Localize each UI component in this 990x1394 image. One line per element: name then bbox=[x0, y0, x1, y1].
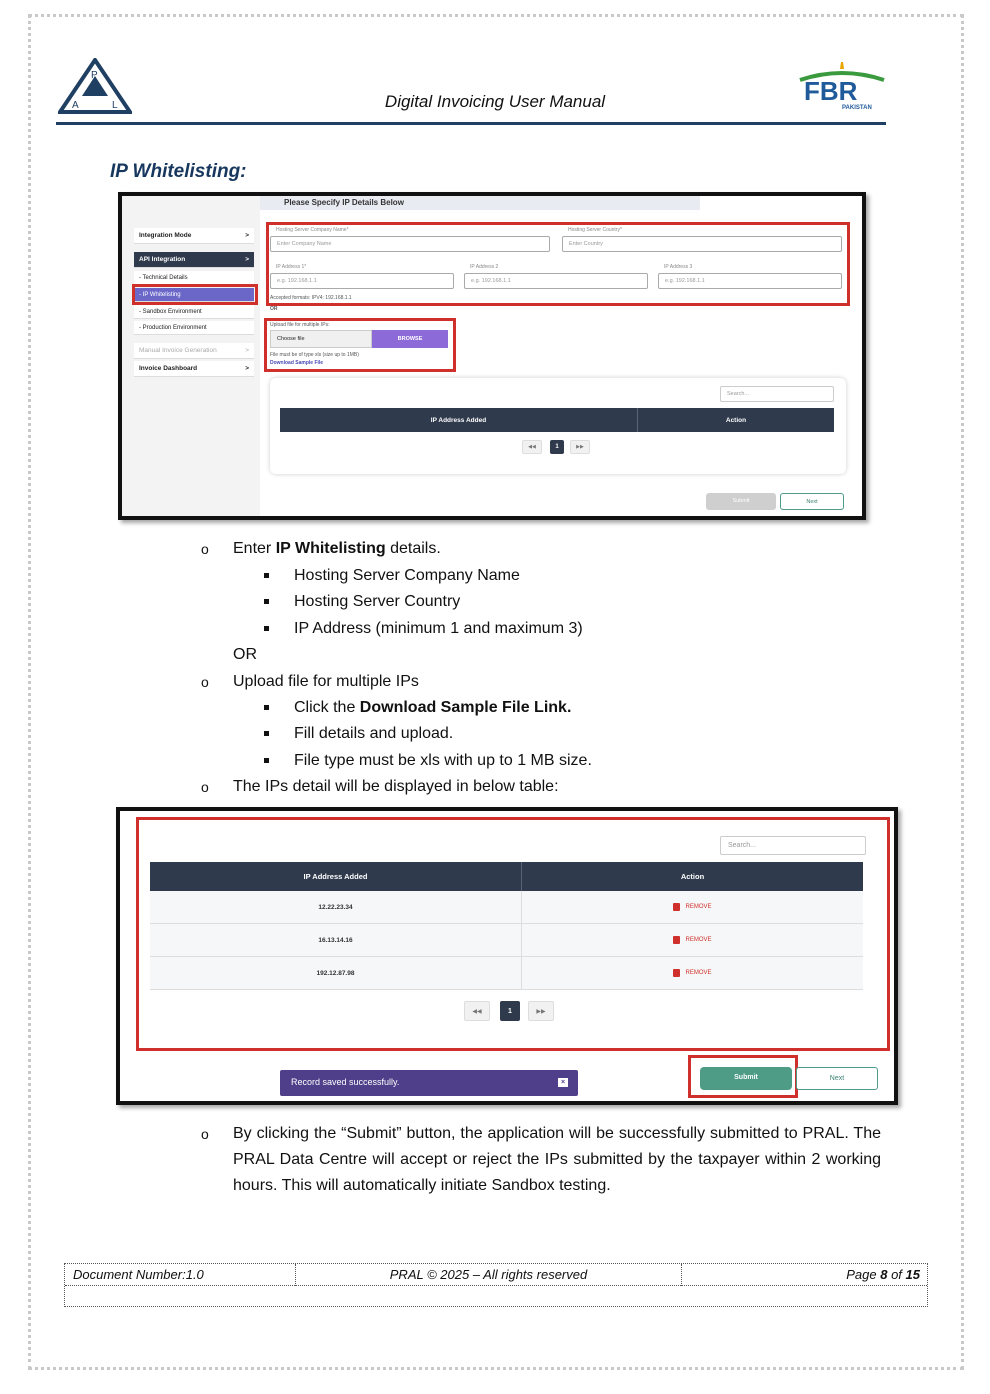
fbr-logo bbox=[792, 60, 892, 112]
footer-copyright: PRAL © 2025 – All rights reserved bbox=[296, 1264, 682, 1286]
sidebar-item-invoice-dashboard[interactable]: Invoice Dashboard > bbox=[134, 361, 254, 377]
submit-button[interactable]: Submit bbox=[700, 1067, 792, 1090]
bullet-square-icon bbox=[264, 758, 269, 763]
pager-next-button[interactable]: ▶▶ bbox=[570, 440, 590, 454]
trash-icon bbox=[673, 936, 680, 944]
pager-page-1[interactable]: 1 bbox=[550, 440, 564, 454]
ip3-input[interactable]: e.g. 192.168.1.1 bbox=[658, 273, 842, 289]
or-separator: OR bbox=[270, 306, 278, 312]
bullet-square-icon bbox=[264, 705, 269, 710]
screenshot-ip-whitelisting-form bbox=[118, 192, 866, 520]
toast-record-saved bbox=[280, 1070, 578, 1096]
download-sample-file-link[interactable]: Download Sample File bbox=[270, 360, 324, 366]
sub-bullet-fill-upload: Fill details and upload. bbox=[294, 725, 454, 742]
sidebar-item-manual-invoice-generation[interactable]: Manual Invoice Generation > bbox=[134, 343, 254, 359]
next-button[interactable]: Next bbox=[796, 1067, 878, 1090]
search-input[interactable]: Search... bbox=[720, 386, 834, 402]
sub-bullet-country: Hosting Server Country bbox=[294, 593, 461, 610]
ip-table-header bbox=[150, 862, 863, 891]
remove-button[interactable]: REMOVE bbox=[522, 957, 863, 989]
bullet-enter-details: Enter IP Whitelisting details. bbox=[233, 540, 441, 557]
table-row bbox=[150, 957, 863, 990]
ip2-label: IP Address 2 bbox=[470, 264, 499, 270]
pral-logo-letter-l: L bbox=[112, 100, 118, 111]
fbr-logo-subtext: PAKISTAN bbox=[842, 105, 872, 111]
bullet-ip-table: The IPs detail will be displayed in below table: bbox=[233, 778, 559, 795]
fbr-logo-text: FBR bbox=[804, 76, 858, 106]
bullet-square-icon bbox=[264, 573, 269, 578]
ip2-input[interactable]: e.g. 192.168.1.1 bbox=[464, 273, 648, 289]
header-rule bbox=[56, 122, 886, 125]
footer-row bbox=[65, 1264, 927, 1286]
pager-prev-button[interactable]: ◀◀ bbox=[464, 1001, 490, 1021]
column-header-ip: IP Address Added bbox=[150, 862, 522, 891]
pager-page-1[interactable]: 1 bbox=[500, 1001, 520, 1021]
or-text: OR bbox=[233, 646, 257, 663]
remove-button[interactable]: REMOVE bbox=[522, 924, 863, 956]
company-name-input[interactable]: Enter Company Name bbox=[270, 236, 550, 252]
toast-message: Record saved successfully. bbox=[291, 1077, 400, 1087]
close-icon[interactable]: × bbox=[558, 1078, 568, 1087]
sidebar-item-technical-details[interactable]: - Technical Details bbox=[134, 271, 254, 285]
company-name-label: Hosting Server Company Name* bbox=[276, 227, 349, 233]
ip1-label: IP Address 1* bbox=[276, 264, 307, 270]
column-header-action: Action bbox=[725, 416, 747, 424]
submit-paragraph: By clicking the “Submit” button, the application will be successfully submitted to PRAL. The PRAL Data Centre will accept or reject the IPs submitted by the taxpayer within 2 working hours. This will automatically initiate Sandbox testing. bbox=[233, 1125, 881, 1194]
footer-document-number: Document Number:1.0 bbox=[65, 1264, 296, 1286]
pral-logo-letter-r: R bbox=[91, 98, 99, 109]
remove-button[interactable]: REMOVE bbox=[522, 891, 863, 923]
submit-button-disabled[interactable]: Submit bbox=[706, 493, 776, 510]
ip-cell: 192.12.87.98 bbox=[150, 957, 522, 989]
sub-bullet-download-sample: Click the Download Sample File Link. bbox=[294, 699, 572, 716]
screenshot-ip-table bbox=[116, 807, 898, 1105]
form-heading: Please Specify IP Details Below bbox=[260, 196, 700, 210]
country-input[interactable]: Enter Country bbox=[562, 236, 842, 252]
ip-cell: 12.22.23.34 bbox=[150, 891, 522, 923]
pral-logo-letter-p: P bbox=[91, 70, 98, 81]
accepted-formats-note: Accepted formats: IPV4: 192.168.1.1 bbox=[270, 295, 352, 301]
sub-bullet-company: Hosting Server Company Name bbox=[294, 567, 520, 584]
table-row bbox=[150, 891, 863, 924]
file-type-note: File must be of type xls (size up to 1MB) bbox=[270, 352, 359, 358]
sidebar-item-production-environment[interactable]: - Production Environment bbox=[134, 321, 254, 335]
pral-logo-letter-a: A bbox=[72, 100, 79, 111]
bullet-circle-icon: o bbox=[201, 541, 209, 557]
trash-icon bbox=[673, 903, 680, 911]
search-input[interactable]: Search... bbox=[720, 836, 866, 855]
footer-table bbox=[64, 1263, 928, 1307]
sidebar-item-api-integration[interactable]: API Integration > bbox=[134, 252, 254, 268]
ip-cell: 16.13.14.16 bbox=[150, 924, 522, 956]
bullet-circle-icon: o bbox=[201, 674, 209, 690]
pager-prev-button[interactable]: ◀◀ bbox=[522, 440, 542, 454]
sub-bullet-file-type: File type must be xls with up to 1 MB size. bbox=[294, 752, 592, 769]
trash-icon bbox=[673, 969, 680, 977]
ip-table-card bbox=[270, 378, 846, 474]
bullet-square-icon bbox=[264, 731, 269, 736]
highlight-ip-details bbox=[266, 222, 850, 306]
sidebar-item-ip-whitelisting[interactable]: - IP Whitelisting bbox=[134, 288, 254, 302]
bullet-square-icon bbox=[264, 599, 269, 604]
sidebar bbox=[122, 196, 260, 516]
footer-page-number: Page 8 of 15 bbox=[846, 1267, 920, 1282]
bullet-upload-file: Upload file for multiple IPs bbox=[233, 673, 419, 690]
bullet-circle-icon: o bbox=[201, 779, 209, 795]
bullet-circle-icon: o bbox=[201, 1126, 209, 1142]
pager-next-button[interactable]: ▶▶ bbox=[528, 1001, 554, 1021]
choose-file-input[interactable]: Choose file bbox=[270, 330, 372, 348]
browse-button[interactable]: BROWSE bbox=[372, 330, 448, 348]
form-main bbox=[260, 196, 862, 516]
sub-bullet-ip-address: IP Address (minimum 1 and maximum 3) bbox=[294, 620, 583, 637]
table-row bbox=[150, 924, 863, 957]
upload-label: Upload file for multiple IPs: bbox=[270, 322, 330, 328]
column-header-ip: IP Address Added bbox=[280, 408, 638, 432]
section-title: IP Whitelisting: bbox=[110, 161, 247, 182]
ip-table-header bbox=[280, 408, 834, 432]
bullet-square-icon bbox=[264, 626, 269, 631]
column-header-action: Action bbox=[680, 872, 705, 881]
country-label: Hosting Server Country* bbox=[568, 227, 622, 233]
sidebar-item-sandbox-environment[interactable]: - Sandbox Environment bbox=[134, 305, 254, 319]
ip3-label: IP Address 3 bbox=[664, 264, 693, 270]
ip1-input[interactable]: e.g. 192.168.1.1 bbox=[270, 273, 454, 289]
document-header-title: Digital Invoicing User Manual bbox=[384, 92, 606, 111]
sidebar-item-integration-mode[interactable]: Integration Mode > bbox=[134, 228, 254, 244]
highlight-ip-whitelisting bbox=[132, 284, 258, 305]
next-button[interactable]: Next bbox=[780, 493, 844, 510]
